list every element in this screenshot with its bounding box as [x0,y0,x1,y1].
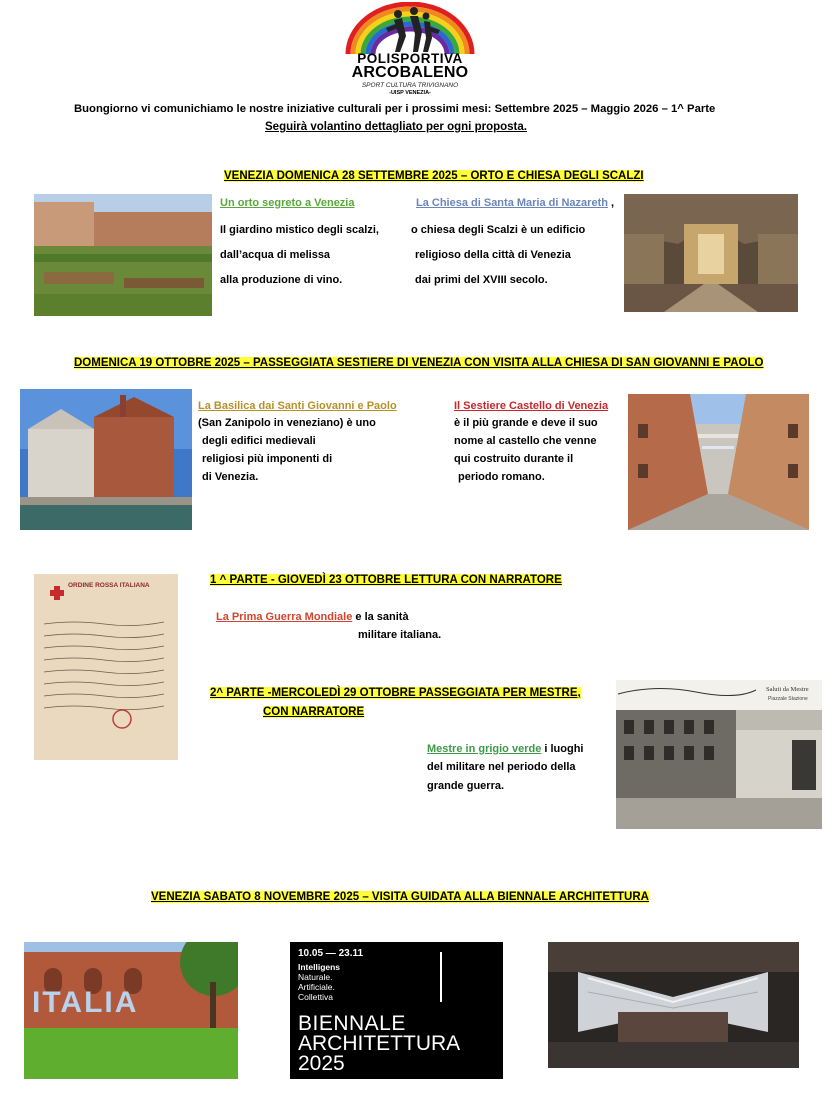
event1-left-link[interactable]: Un orto segreto a Venezia [220,197,355,209]
event1-left-line: dall’acqua di melissa [220,249,331,261]
event1-left-line: Il giardino mistico degli scalzi, [220,224,379,236]
mestre-postcard-photo [616,680,822,829]
postcard-sub: Piazzale Stazione [768,696,808,702]
event3-heading: 1 ^ PARTE - GIOVEDÌ 23 OTTOBRE LETTURA CON NARRATORE [210,574,562,586]
garden-photo [34,194,212,316]
red-cross-doc-title: ORDINE ROSSA ITALIANA [68,582,150,589]
event2-left-link[interactable]: La Basilica dai Santi Giovanni e Paolo [198,400,397,412]
event4-heading-line1: 2^ PARTE -MERCOLEDÌ 29 OTTOBRE PASSEGGIATA PER MESTRE, [210,687,581,699]
poster-line: Naturale. [298,972,333,982]
event2-left-line: (San Zanipolo in veneziano) è uno [198,417,376,429]
logo-uisp: -UISP VENEZIA- [389,90,431,96]
biennale-emblem-icon [440,952,452,1002]
event2-left-line: degli edifici medievali [202,435,316,447]
event2-left-line: religiosi più imponenti di [202,453,333,465]
event4-heading-line2: CON NARRATORE [263,706,365,718]
event1-right-line: dai primi del XVIII secolo. [415,274,548,286]
event2-right-link[interactable]: Il Sestiere Castello di Venezia [454,400,609,412]
poster-line: Collettiva [298,992,333,1002]
logo [340,2,480,98]
event3-link[interactable]: La Prima Guerra Mondiale [216,611,353,623]
event1-right-link-suffix: , [611,197,615,209]
postcard-caption: Saluti da Mestre [766,686,809,693]
castello-street-photo [628,394,809,530]
intro-line2: Seguirà volantino dettagliato per ogni proposta. [265,121,527,133]
poster-line: Artificiale. [298,982,335,992]
event3-link-suffix: e la sanità [355,611,409,623]
event2-right-line: nome al castello che venne [454,435,597,447]
italia-sign: ITALIA [32,986,139,1019]
church-interior-photo [624,194,798,312]
event2-heading: DOMENICA 19 OTTOBRE 2025 – PASSEGGIATA SESTIERE DI VENEZIA CON VISITA ALLA CHIESA DI SAN GIOVANNI E PAOLO [74,357,764,369]
poster-line: Intelligens [298,962,341,972]
event1-right-line: o chiesa degli Scalzi è un edificio [411,224,586,236]
event4-line: del militare nel periodo della [427,761,576,773]
event1-right-line: religioso della città di Venezia [415,249,571,261]
red-cross-document-photo [34,574,178,760]
event1-right-link[interactable]: La Chiesa di Santa Maria di Nazareth [416,197,608,209]
event4-link[interactable]: Mestre in grigio verde [427,743,542,755]
logo-line1: POLISPORTIVA [357,51,463,66]
biennale-poster [290,942,503,1079]
event1-left-line: alla produzione di vino. [220,274,343,286]
poster-dates: 10.05 — 23.11 [298,948,364,959]
biennale-installation-photo [548,942,799,1068]
logo-tagline: SPORT CULTURA TRIVIGNANO [361,82,459,89]
event2-right-line: periodo romano. [458,471,545,483]
intro-line1: Buongiorno vi comunichiamo le nostre iniziative culturali per i prossimi mesi: Settembre 2025 – Maggio 2026 – 1^ Parte [74,103,716,115]
event2-right-line: qui costruito durante il [454,453,574,465]
event1-heading: VENEZIA DOMENICA 28 SETTEMBRE 2025 – ORTO E CHIESA DEGLI SCALZI [224,170,644,182]
event4-link-suffix: i luoghi [544,743,584,755]
event4-line: grande guerra. [427,780,505,792]
event2-right-line: è il più grande e deve il suo [454,417,598,429]
poster-big: ARCHITETTURA [298,1032,461,1055]
event3-line2: militare italiana. [358,629,442,641]
poster-big: BIENNALE [298,1012,406,1035]
logo-line2: ARCOBALENO [351,64,469,81]
event5-heading: VENEZIA SABATO 8 NOVEMBRE 2025 – VISITA GUIDATA ALLA BIENNALE ARCHITETTURA [151,891,649,903]
italia-pavilion-photo [24,942,238,1079]
basilica-photo [20,389,192,530]
poster-big: 2025 [298,1052,345,1075]
event2-left-line: di Venezia. [202,471,259,483]
